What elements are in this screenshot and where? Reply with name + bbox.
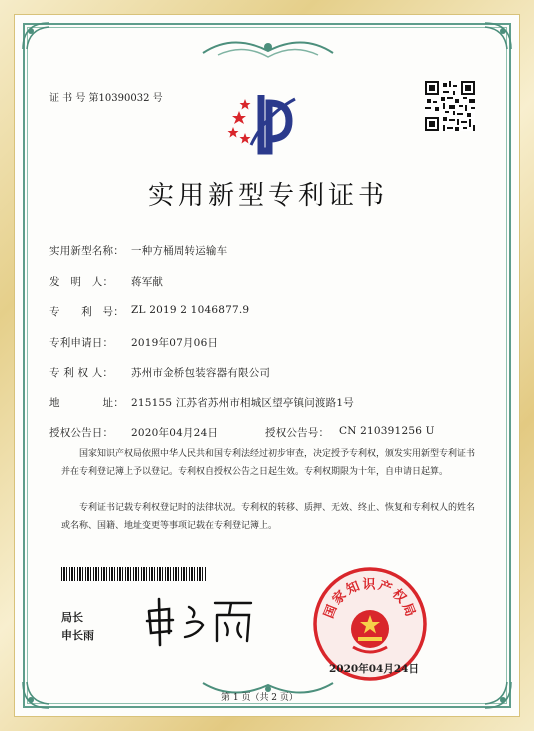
address-label: 地 址： — [49, 397, 124, 409]
patentee-value: 苏州市金桥包装容器有限公司 — [131, 367, 271, 379]
seal-date: 2020年04月24日 — [329, 663, 419, 675]
grant-date-value: 2020年04月24日 — [131, 427, 219, 439]
svg-text:国家知识产权局: 国家知识产权局 — [321, 577, 419, 621]
corner-ornament-icon — [21, 21, 51, 51]
handwritten-signature — [139, 595, 267, 649]
patent-office-logo-icon — [225, 85, 309, 157]
certificate-title: 实用新型专利证书 — [147, 181, 388, 211]
grant-number-label: 授权公告号： — [265, 427, 330, 439]
certificate-number: 证 书 号 第10390032 号 — [49, 93, 163, 104]
certificate-paper — [14, 14, 520, 717]
patent-number-label: 专 利 号： — [49, 306, 124, 318]
barcode — [61, 567, 207, 581]
inventor-label: 发 明 人： — [49, 276, 114, 288]
corner-ornament-icon — [483, 21, 513, 51]
top-ornament-icon — [198, 33, 338, 63]
corner-ornament-icon — [21, 680, 51, 710]
legal-status-note: 专利证书记载专利权登记时的法律状况。专利权的转移、质押、无效、终止、恢复和专利权人的姓名或名称、国籍、地址变更等事项记载在专利登记簿上。 — [61, 503, 476, 531]
page-info: 第 1 页（共 2 页） — [221, 693, 298, 703]
patent-number-value: ZL 2019 2 1046877.9 — [131, 304, 250, 316]
signature-title: 局长 — [61, 611, 83, 624]
qr-code-icon — [425, 81, 475, 131]
grant-date-label: 授权公告日： — [49, 427, 114, 439]
grant-number-value: CN 210391256 U — [339, 425, 435, 437]
patentee-label: 专 利 权 人： — [49, 367, 114, 379]
name-label: 实用新型名称： — [49, 245, 124, 257]
application-date-label: 专利申请日： — [49, 337, 114, 349]
grant-statement: 国家知识产权局依照中华人民共和国专利法经过初步审查，决定授予专利权，颁发实用新型专利证书并在专利登记簿上予以登记。专利权自授权公告之日起生效。专利权期限为十年，自申请日起算。 — [61, 449, 476, 477]
address-value: 215155 江苏省苏州市相城区望亭镇问渡路1号 — [131, 397, 354, 409]
inventor-value: 蒋军献 — [131, 276, 164, 288]
name-value: 一种方桶周转运输车 — [131, 245, 228, 257]
corner-ornament-icon — [483, 680, 513, 710]
signatory-name: 申长雨 — [61, 629, 94, 642]
application-date-value: 2019年07月06日 — [131, 337, 219, 349]
